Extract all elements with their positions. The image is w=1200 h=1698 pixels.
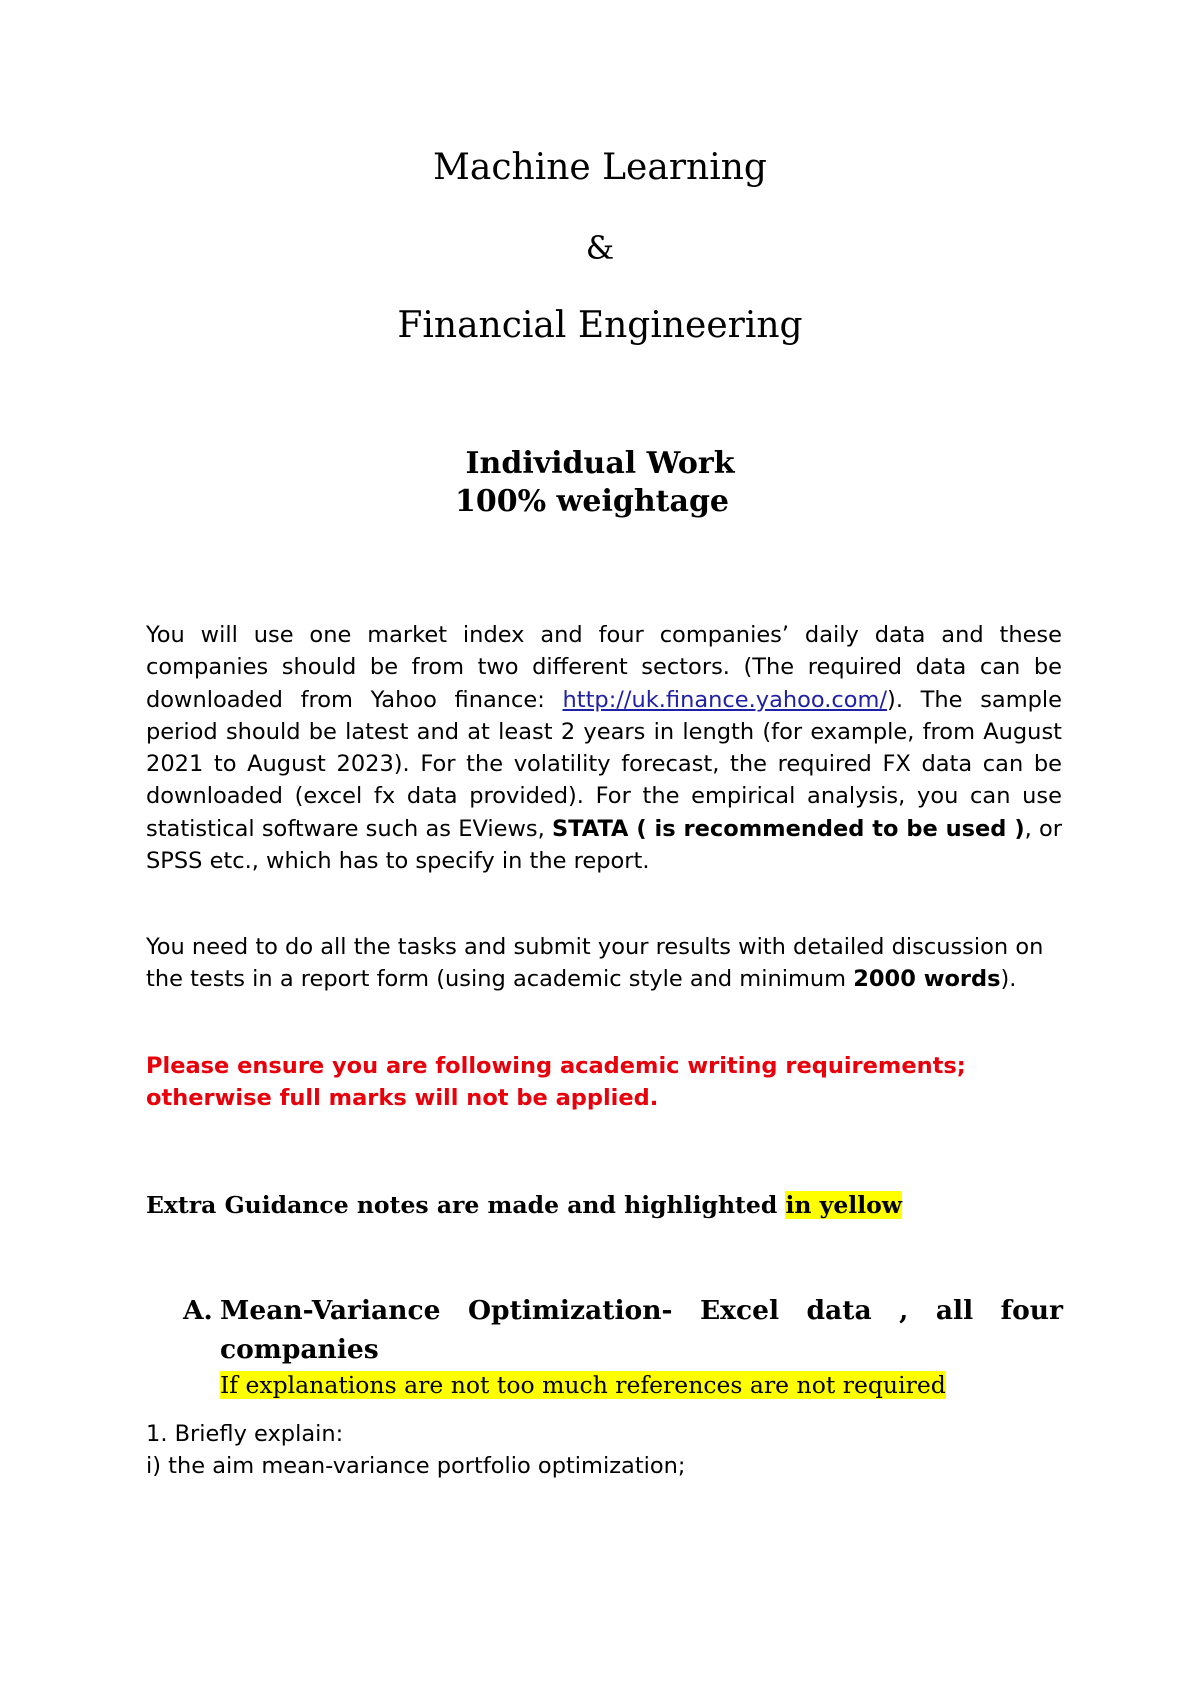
word-count-requirement: 2000 words	[853, 966, 1001, 993]
title-ampersand: &	[585, 229, 615, 267]
subtitle-individual-work: Individual Work	[465, 446, 735, 481]
task-list	[146, 1418, 1062, 1483]
intro-paragraph-1	[146, 619, 1062, 877]
intro-p2-text-b: ).	[1000, 966, 1017, 993]
stata-recommendation: STATA ( is recommended to be used )	[551, 815, 1025, 842]
section-a-note-highlight: If explanations are not too much references are not required	[220, 1371, 946, 1399]
yahoo-finance-link[interactable]: http://uk.finance.yahoo.com/	[562, 686, 888, 713]
section-a-letter: A.	[183, 1295, 213, 1326]
task-item-1: 1. Briefly explain:	[146, 1421, 344, 1447]
section-a	[183, 1291, 1063, 1401]
task-item-1-i: i) the aim mean-variance portfolio optimization;	[146, 1453, 686, 1480]
guidance-highlight: in yellow	[785, 1191, 903, 1219]
intro-p1-text-c: , or SPSS etc., which has to specify in the report.	[146, 815, 1063, 875]
guidance-text: Extra Guidance notes are made and highlighted	[146, 1191, 786, 1219]
section-a-note	[220, 1369, 1063, 1401]
intro-p1-text-a: You will use one market index and four companies’ daily data and these companies should be from two different sectors. (The required data can be downloaded from Yahoo finance:	[146, 622, 1062, 713]
title-line-2: Financial Engineering	[397, 305, 803, 346]
section-a-heading: Mean-Variance Optimization- Excel data , all four companies	[220, 1295, 1063, 1365]
intro-paragraph-2	[146, 931, 1062, 996]
subtitle-weightage: 100% weightage	[454, 484, 730, 519]
intro-p2-text-a: You need to do all the tasks and submit your results with detailed discussion on the tests in a report form (using academic style and minimum	[146, 934, 1044, 993]
guidance-note	[146, 1189, 1062, 1221]
academic-writing-warning: Please ensure you are following academic writing requirements; otherwise full marks will not be applied.	[146, 1053, 966, 1112]
title-line-1: Machine Learning	[433, 147, 767, 188]
intro-p1-text-b: ). The sample period should be latest and at least 2 years in length (for example, from August 2021 to August 2023). For the volatility forecast, the required FX data can be downloaded (excel fx data provided). For the empirical analysis, you can use statistical software such as EViews,	[146, 686, 1062, 842]
